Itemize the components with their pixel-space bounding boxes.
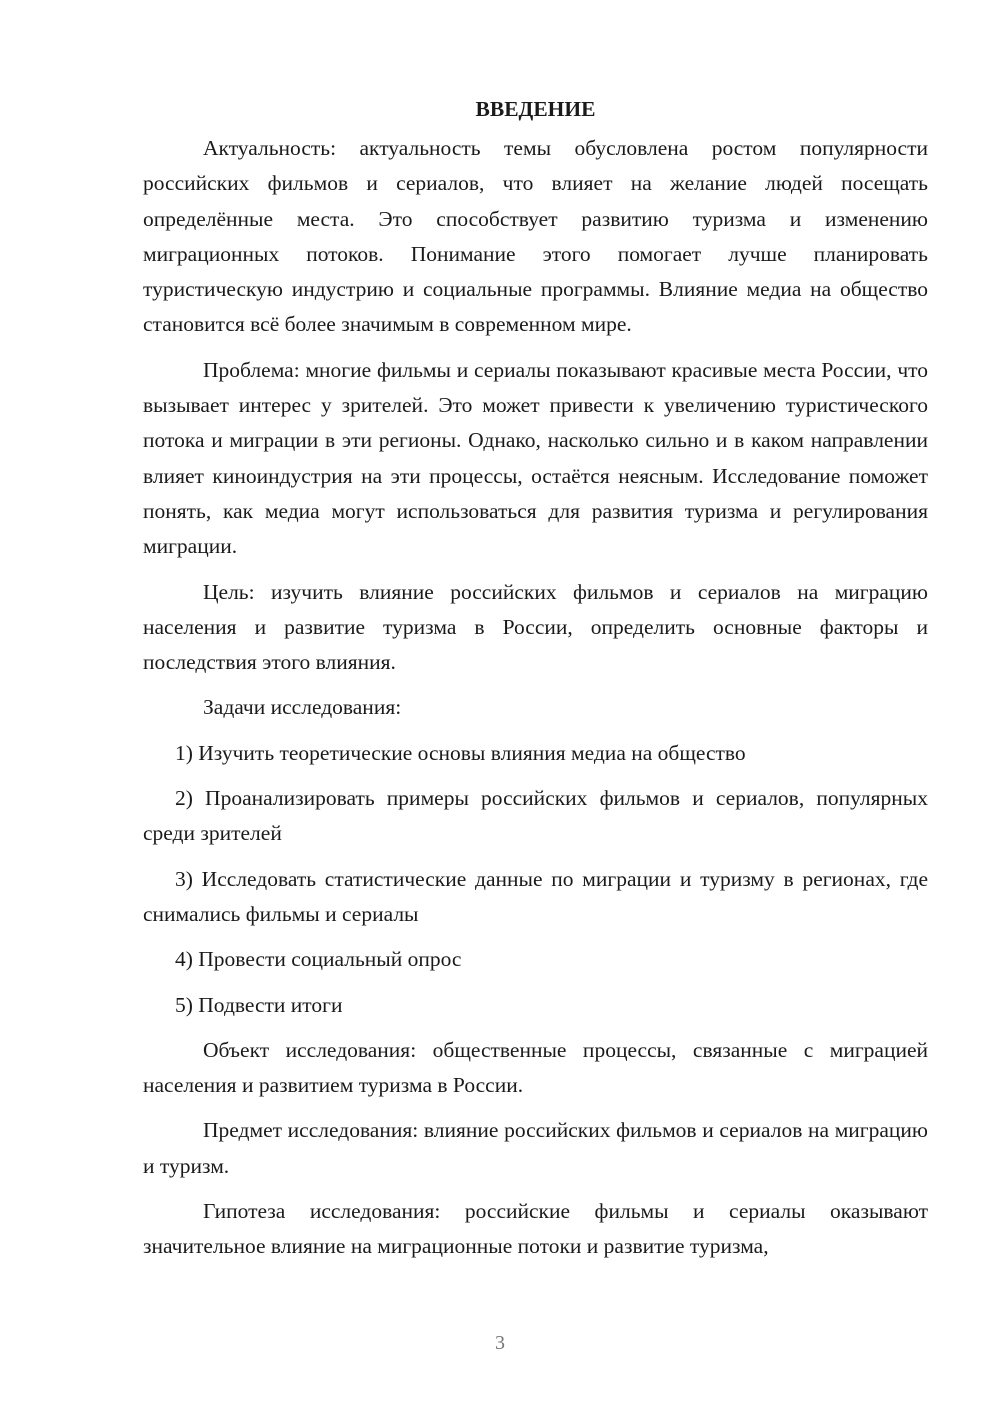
task-item-2: 2) Проанализировать примеры российских фильмов и сериалов, популярных среди зрителей	[143, 786, 928, 846]
object-paragraph: Объект исследования: общественные процессы, связанные с миграцией населения и развитием туризма в России.	[143, 1037, 928, 1098]
problem-paragraph: Проблема: многие фильмы и сериалы показывают красивые места России, что вызывает интерес у зрителей. Это может привести к увеличению туристического потока и миграции в эти регионы. Однако, насколько сильно и в каком направлении влияет киноиндустрия на эти процессы, остаётся неясным. Исследование поможет понять, как медиа могут использоваться для развития туризма и регулирования миграции.	[143, 357, 928, 559]
goal-paragraph: Цель: изучить влияние российских фильмов и сериалов на миграцию населения и развитие туризма в России, определить основные факторы и последствия этого влияния.	[143, 579, 928, 675]
page-number: 3	[495, 1332, 505, 1354]
tasks-heading: Задачи исследования:	[203, 695, 402, 720]
task-item-4: 4) Провести социальный опрос	[175, 947, 462, 972]
task-item-1: 1) Изучить теоретические основы влияния медиа на общество	[175, 740, 746, 765]
hypothesis-paragraph: Гипотеза исследования: российские фильмы и сериалы оказывают значительное влияние на миграционные потоки и развитие туризма,	[143, 1199, 928, 1259]
relevance-paragraph: Актуальность: актуальность темы обусловлена ростом популярности российских фильмов и сериалов, что влияет на желание людей посещать определённые места. Это способствует развитию туризма и изменению миграционных потоков. Понимание этого помогает лучше планировать туристическую индустрию и социальные программы. Влияние медиа на общество становится всё более значимым в современном мире.	[143, 136, 928, 337]
subject-paragraph: Предмет исследования: влияние российских фильмов и сериалов на миграцию и туризм.	[143, 1118, 928, 1178]
section-heading: ВВЕДЕНИЕ	[475, 97, 596, 121]
document-page	[143, 92, 928, 1275]
task-item-5: 5) Подвести итоги	[175, 992, 343, 1017]
task-item-3: 3) Исследовать статистические данные по миграции и туризму в регионах, где снимались фильмы и сериалы	[143, 866, 928, 926]
